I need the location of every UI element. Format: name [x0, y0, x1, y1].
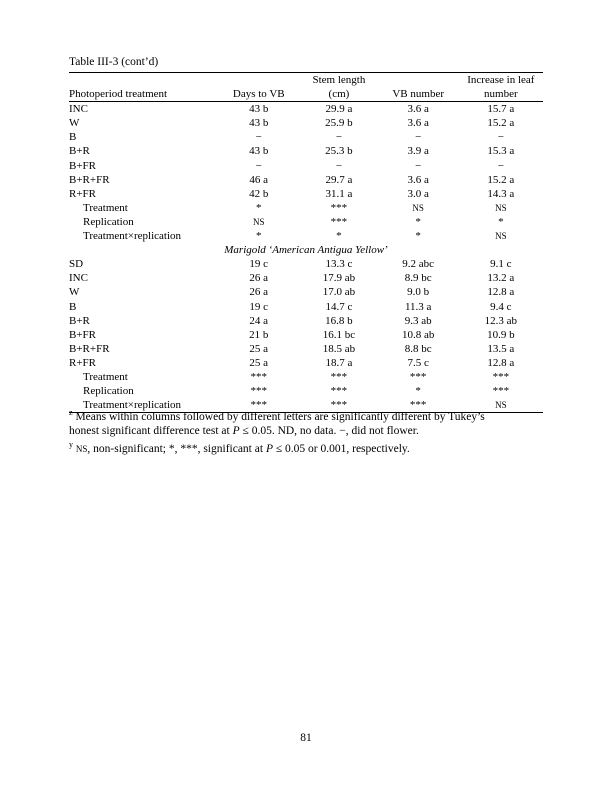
header-leaf-increase-line1: Increase in leaf	[459, 73, 543, 88]
table-cell: 13.5 a	[487, 342, 515, 355]
table-cell: 3.0 a	[407, 187, 429, 200]
footnote-z-text-2a: honest significant difference test at	[69, 424, 233, 437]
table-cell: ***	[330, 385, 348, 398]
table-row	[69, 328, 543, 342]
table-cell: NS	[412, 202, 424, 213]
table-cell: 8.9 bc	[404, 272, 432, 285]
row-label: W	[69, 117, 80, 130]
table-row	[69, 144, 543, 158]
table-cell: 12.3 ab	[484, 314, 518, 327]
stats-row	[69, 384, 543, 398]
footnote-z-text-2b: ≤ 0.05. ND, no data. −, did not flower.	[239, 424, 419, 437]
table-cell: 26 a	[249, 286, 269, 299]
table-cell: 10.9 b	[487, 328, 515, 341]
header-days-to-vb: Days to VB	[217, 87, 300, 102]
table-cell: ***	[217, 398, 300, 413]
table-cell: ***	[330, 201, 348, 214]
row-label: W	[69, 286, 80, 299]
table-row	[69, 116, 543, 130]
row-label: B+FR	[69, 159, 96, 172]
row-label: INC	[69, 272, 88, 285]
table-cell: 14.7 c	[325, 300, 353, 313]
header-photoperiod-treatment: Photoperiod treatment	[69, 87, 217, 102]
table-row	[69, 271, 543, 285]
table-cell: 16.8 b	[325, 314, 353, 327]
row-label: B+FR	[69, 328, 96, 341]
footnotes	[69, 406, 543, 456]
table-cell: ***	[250, 370, 267, 383]
table-cell: 43 b	[249, 145, 269, 158]
row-label: INC	[69, 103, 88, 116]
table-cell: 3.6 a	[407, 117, 429, 130]
table-cell: 29.7 a	[325, 173, 353, 186]
table-row	[69, 130, 543, 144]
table-body	[69, 102, 543, 413]
table-cell: −	[415, 159, 422, 172]
header-leaf-increase-line2: number	[459, 87, 543, 102]
section-title-row	[69, 243, 543, 257]
footnote-y-p: P	[265, 442, 273, 455]
table-cell: 9.3 ab	[404, 314, 432, 327]
table-cell: 17.0 ab	[322, 286, 356, 299]
row-label: Treatment×replication	[69, 398, 217, 413]
table-cell: −	[335, 131, 343, 144]
row-label: SD	[69, 258, 84, 271]
table-row	[69, 257, 543, 271]
table-cell: 9.1 c	[490, 258, 512, 271]
table-cell: 46 a	[249, 173, 269, 186]
table-cell: 18.5 ab	[322, 342, 356, 355]
table-cell: −	[335, 159, 343, 172]
table-cell: 13.2 a	[487, 272, 515, 285]
row-label: R+FR	[69, 187, 96, 200]
table-cell: 3.6 a	[407, 173, 429, 186]
page-number: 81	[300, 732, 312, 744]
footnote-y-ns: NS	[75, 443, 88, 454]
table-cell: 19 c	[249, 258, 269, 271]
table-cell: 15.7 a	[487, 103, 515, 116]
table-cell: 43 b	[249, 103, 269, 116]
row-label: B+R	[69, 145, 90, 158]
row-label: R+FR	[69, 356, 96, 369]
table-row	[69, 300, 543, 314]
footnote-y-text-b: ≤ 0.05 or 0.001, respectively.	[272, 442, 410, 455]
table-cell: 12.8 a	[487, 356, 515, 369]
table-cell: ***	[378, 398, 459, 413]
footnote-z-p: P	[232, 424, 240, 437]
footnote-y-text-a: , non-significant; *, ***, significant at	[87, 442, 266, 455]
footnote-z-line2	[69, 424, 543, 438]
table-cell: 25.9 b	[325, 117, 353, 130]
table-cell: *	[415, 215, 421, 228]
table-row	[69, 314, 543, 328]
table-cell: 25 a	[249, 342, 269, 355]
row-label: Replication	[83, 385, 134, 398]
table-cell: 15.2 a	[487, 173, 515, 186]
footnote-y	[69, 438, 543, 456]
table-cell: *	[256, 201, 262, 214]
section-title: Marigold ‘American Antigua Yellow’	[224, 244, 388, 257]
table-cell: 31.1 a	[325, 187, 353, 200]
row-label: Treatment×replication	[83, 230, 182, 243]
table-cell: −	[255, 159, 262, 172]
table-cell: 13.3 c	[325, 258, 353, 271]
table-cell: 19 c	[249, 300, 269, 313]
table-cell: *	[498, 215, 504, 228]
header-row-1	[69, 73, 543, 88]
header-stem-length-unit: (cm)	[300, 87, 378, 102]
stats-row	[69, 215, 543, 229]
footnote-z-text-1: Means within columns followed by different letters are significantly different by Tukey’s	[75, 410, 485, 423]
row-label: B+R+FR	[69, 342, 110, 355]
table-cell: 11.3 a	[404, 300, 432, 313]
row-label: Treatment	[83, 370, 128, 383]
table-row	[69, 159, 543, 173]
table-row	[69, 173, 543, 187]
table-cell: 8.8 bc	[404, 342, 432, 355]
table-cell: 15.2 a	[487, 117, 515, 130]
table-cell: 24 a	[249, 314, 269, 327]
table-cell: 21 b	[249, 328, 269, 341]
row-label: B	[69, 131, 77, 144]
stats-row	[69, 229, 543, 243]
table-row	[69, 102, 543, 117]
row-label: B	[69, 300, 77, 313]
table-cell: NS	[495, 231, 507, 242]
table-cell: NS	[252, 216, 265, 227]
table-cell: 7.5 c	[407, 356, 429, 369]
header-vb-number: VB number	[378, 87, 459, 102]
table-caption: Table III-3 (cont’d)	[69, 56, 159, 68]
table-row	[69, 285, 543, 299]
table-cell: *	[415, 385, 421, 398]
table-cell: 17.9 ab	[322, 272, 356, 285]
footnote-z	[69, 406, 543, 424]
table-row	[69, 356, 543, 370]
table-cell: 25 a	[249, 356, 269, 369]
table-row	[69, 342, 543, 356]
table-cell: NS	[459, 398, 543, 413]
data-table	[69, 72, 543, 413]
table-cell: *	[256, 230, 262, 243]
table-cell: 10.8 ab	[401, 328, 435, 341]
stats-row	[69, 370, 543, 384]
table-cell: ***	[300, 398, 378, 413]
table-cell: 29.9 a	[325, 103, 353, 116]
table-cell: ***	[330, 215, 348, 228]
table-cell: 3.9 a	[407, 145, 429, 158]
table-cell: 9.2 abc	[402, 258, 435, 271]
table-cell: 18.7 a	[325, 356, 353, 369]
table-cell: ***	[409, 370, 427, 383]
table-cell: 3.6 a	[407, 103, 429, 116]
table-cell: ***	[330, 370, 348, 383]
table-cell: 43 b	[249, 117, 269, 130]
stats-row	[69, 201, 543, 215]
table-cell: −	[497, 159, 504, 172]
row-label: B+R	[69, 314, 90, 327]
header-stem-length-line1: Stem length	[300, 73, 378, 88]
table-cell: *	[415, 230, 421, 243]
table-cell: −	[497, 131, 504, 144]
table-cell: ***	[492, 385, 510, 398]
table-cell: 14.3 a	[487, 187, 515, 200]
table-cell: NS	[495, 202, 507, 213]
footnote-y-mark: y	[69, 439, 73, 449]
header-row-2	[69, 87, 543, 102]
table-cell: 26 a	[249, 272, 269, 285]
table-row	[69, 187, 543, 201]
table-cell: 15.3 a	[487, 145, 515, 158]
footnote-z-mark: z	[69, 408, 73, 417]
table-cell: 9.0 b	[407, 286, 430, 299]
table-cell: 25.3 b	[325, 145, 353, 158]
table-cell: *	[336, 230, 342, 243]
table-cell: 12.8 a	[487, 286, 515, 299]
table-cell: −	[415, 131, 422, 144]
table-cell: −	[255, 131, 262, 144]
row-label: Treatment	[83, 201, 128, 214]
row-label: Replication	[83, 215, 134, 228]
row-label: B+R+FR	[69, 173, 110, 186]
table-cell: 42 b	[249, 187, 269, 200]
table-cell: ***	[492, 370, 510, 383]
table-cell: ***	[250, 385, 267, 398]
table-cell: 9.4 c	[490, 300, 512, 313]
table-cell: 16.1 bc	[322, 328, 356, 341]
